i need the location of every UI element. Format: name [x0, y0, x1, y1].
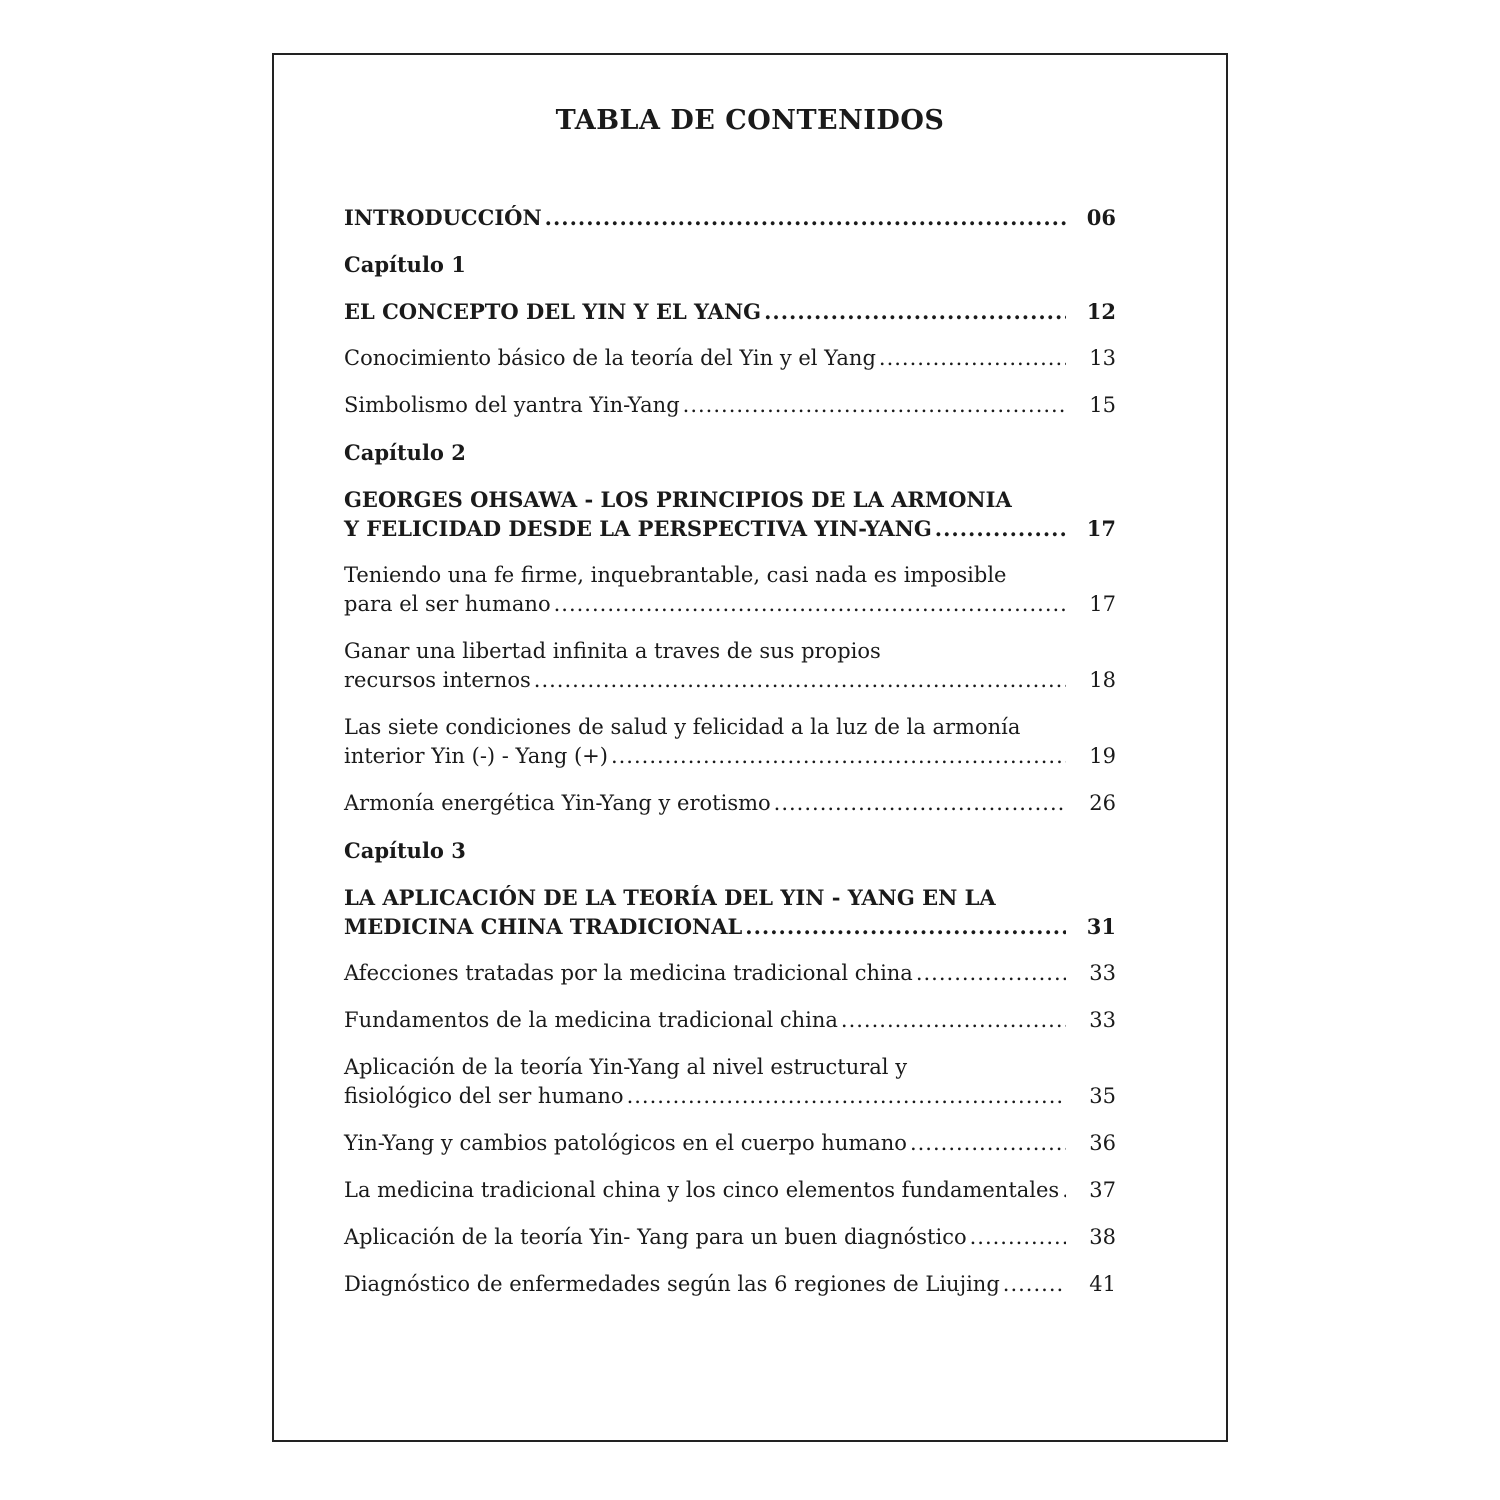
chapter-2-heading: Capítulo 2 — [344, 440, 466, 465]
entry-page-number: 26 — [1089, 791, 1116, 815]
table-of-contents — [344, 203, 1116, 1299]
entry-label: Conocimiento básico de la teoría del Yin y el Yang — [344, 346, 876, 370]
entry-label-line-2: interior Yin (-) - Yang (+) — [344, 744, 608, 768]
dot-leader — [534, 666, 1066, 695]
dot-leader — [935, 514, 1066, 543]
entry-page-number: 38 — [1089, 1225, 1116, 1249]
entry-label-line-1: Ganar una libertad infinita a traves de sus propios — [344, 639, 881, 663]
entry-label: Simbolismo del yantra Yin-Yang — [344, 393, 680, 417]
entry-page-number: 06 — [1086, 205, 1116, 230]
toc-entry-chapter-2-title[interactable] — [344, 485, 1116, 543]
entry-label: Yin-Yang y cambios patológicos en el cuerpo humano — [344, 1131, 907, 1155]
entry-label-line-2: MEDICINA CHINA TRADICIONAL — [344, 914, 743, 939]
entry-label-line-2: para el ser humano — [344, 592, 551, 616]
toc-entry[interactable] — [344, 344, 1116, 373]
entry-label: Diagnóstico de enfermedades según las 6 regiones de Liujing — [344, 1272, 1000, 1296]
entry-page-number: 17 — [1086, 516, 1116, 541]
entry-label: Fundamentos de la medicina tradicional china — [344, 1008, 838, 1032]
toc-entry-chapter-3-title[interactable] — [344, 883, 1116, 941]
entry-page-number: 36 — [1089, 1131, 1116, 1155]
toc-entry[interactable] — [344, 561, 1116, 619]
entry-page-number: 41 — [1089, 1272, 1116, 1296]
page-title: TABLA DE CONTENIDOS — [555, 105, 945, 136]
dot-leader — [745, 912, 1066, 941]
chapter-1-heading: Capítulo 1 — [344, 252, 466, 277]
entry-label: Aplicación de la teoría Yin- Yang para un buen diagnóstico — [344, 1225, 967, 1249]
toc-entry[interactable] — [344, 789, 1116, 818]
toc-entry[interactable] — [344, 1129, 1116, 1158]
entry-page-number: 13 — [1089, 346, 1116, 370]
entry-label: Armonía energética Yin-Yang y erotismo — [344, 791, 771, 815]
entry-page-number: 17 — [1089, 592, 1116, 616]
book-page — [272, 53, 1228, 1442]
dot-leader — [910, 1129, 1066, 1158]
dot-leader — [627, 1082, 1066, 1111]
entry-label-line-1: Aplicación de la teoría Yin-Yang al nivel estructural y — [344, 1055, 908, 1079]
entry-label: EL CONCEPTO DEL YIN Y EL YANG — [344, 299, 762, 324]
dot-leader — [611, 742, 1066, 771]
dot-leader — [1003, 1270, 1066, 1299]
dot-leader — [683, 391, 1066, 420]
dot-leader — [554, 590, 1066, 619]
chapter-3-heading: Capítulo 3 — [344, 838, 466, 863]
entry-label-line-1: Teniendo una fe firme, inquebrantable, casi nada es imposible — [344, 563, 1007, 587]
entry-label-line-1: Las siete condiciones de salud y felicidad a la luz de la armonía — [344, 715, 1021, 739]
entry-page-number: 12 — [1086, 299, 1116, 324]
dot-leader — [545, 203, 1066, 232]
toc-entry[interactable] — [344, 1270, 1116, 1299]
dot-leader — [841, 1006, 1066, 1035]
entry-label: La medicina tradicional china y los cinco elementos fundamentales — [344, 1178, 1060, 1202]
entry-label-line-2: recursos internos — [344, 668, 531, 692]
toc-entry-introduction[interactable] — [344, 203, 1116, 232]
toc-entry[interactable] — [344, 1176, 1116, 1205]
toc-entry[interactable] — [344, 1053, 1116, 1111]
entry-label: Afecciones tratadas por la medicina tradicional china — [344, 961, 913, 985]
dot-leader — [774, 789, 1066, 818]
entry-label: INTRODUCCIÓN — [344, 205, 542, 230]
dot-leader — [916, 959, 1066, 988]
toc-entry[interactable] — [344, 1223, 1116, 1252]
entry-label-line-1: LA APLICACIÓN DE LA TEORÍA DEL YIN - YANG EN LA — [344, 885, 996, 910]
toc-entry-chapter-1-title[interactable] — [344, 297, 1116, 326]
entry-page-number: 19 — [1089, 744, 1116, 768]
entry-label-line-2: fisiológico del ser humano — [344, 1084, 624, 1108]
toc-entry[interactable] — [344, 391, 1116, 420]
dot-leader — [879, 344, 1066, 373]
dot-leader — [764, 297, 1066, 326]
entry-page-number: 31 — [1086, 914, 1116, 939]
toc-entry[interactable] — [344, 713, 1116, 771]
entry-label-line-2: Y FELICIDAD DESDE LA PERSPECTIVA YIN-YANG — [344, 516, 932, 541]
entry-label-line-1: GEORGES OHSAWA - LOS PRINCIPIOS DE LA ARMONIA — [344, 487, 1012, 512]
toc-entry[interactable] — [344, 959, 1116, 988]
entry-page-number: 15 — [1089, 393, 1116, 417]
entry-page-number: 35 — [1089, 1084, 1116, 1108]
entry-page-number: 33 — [1089, 1008, 1116, 1032]
entry-page-number: 18 — [1089, 668, 1116, 692]
toc-entry[interactable] — [344, 637, 1116, 695]
entry-page-number: 33 — [1089, 961, 1116, 985]
toc-entry[interactable] — [344, 1006, 1116, 1035]
entry-page-number: 37 — [1089, 1178, 1116, 1202]
dot-leader — [970, 1223, 1066, 1252]
